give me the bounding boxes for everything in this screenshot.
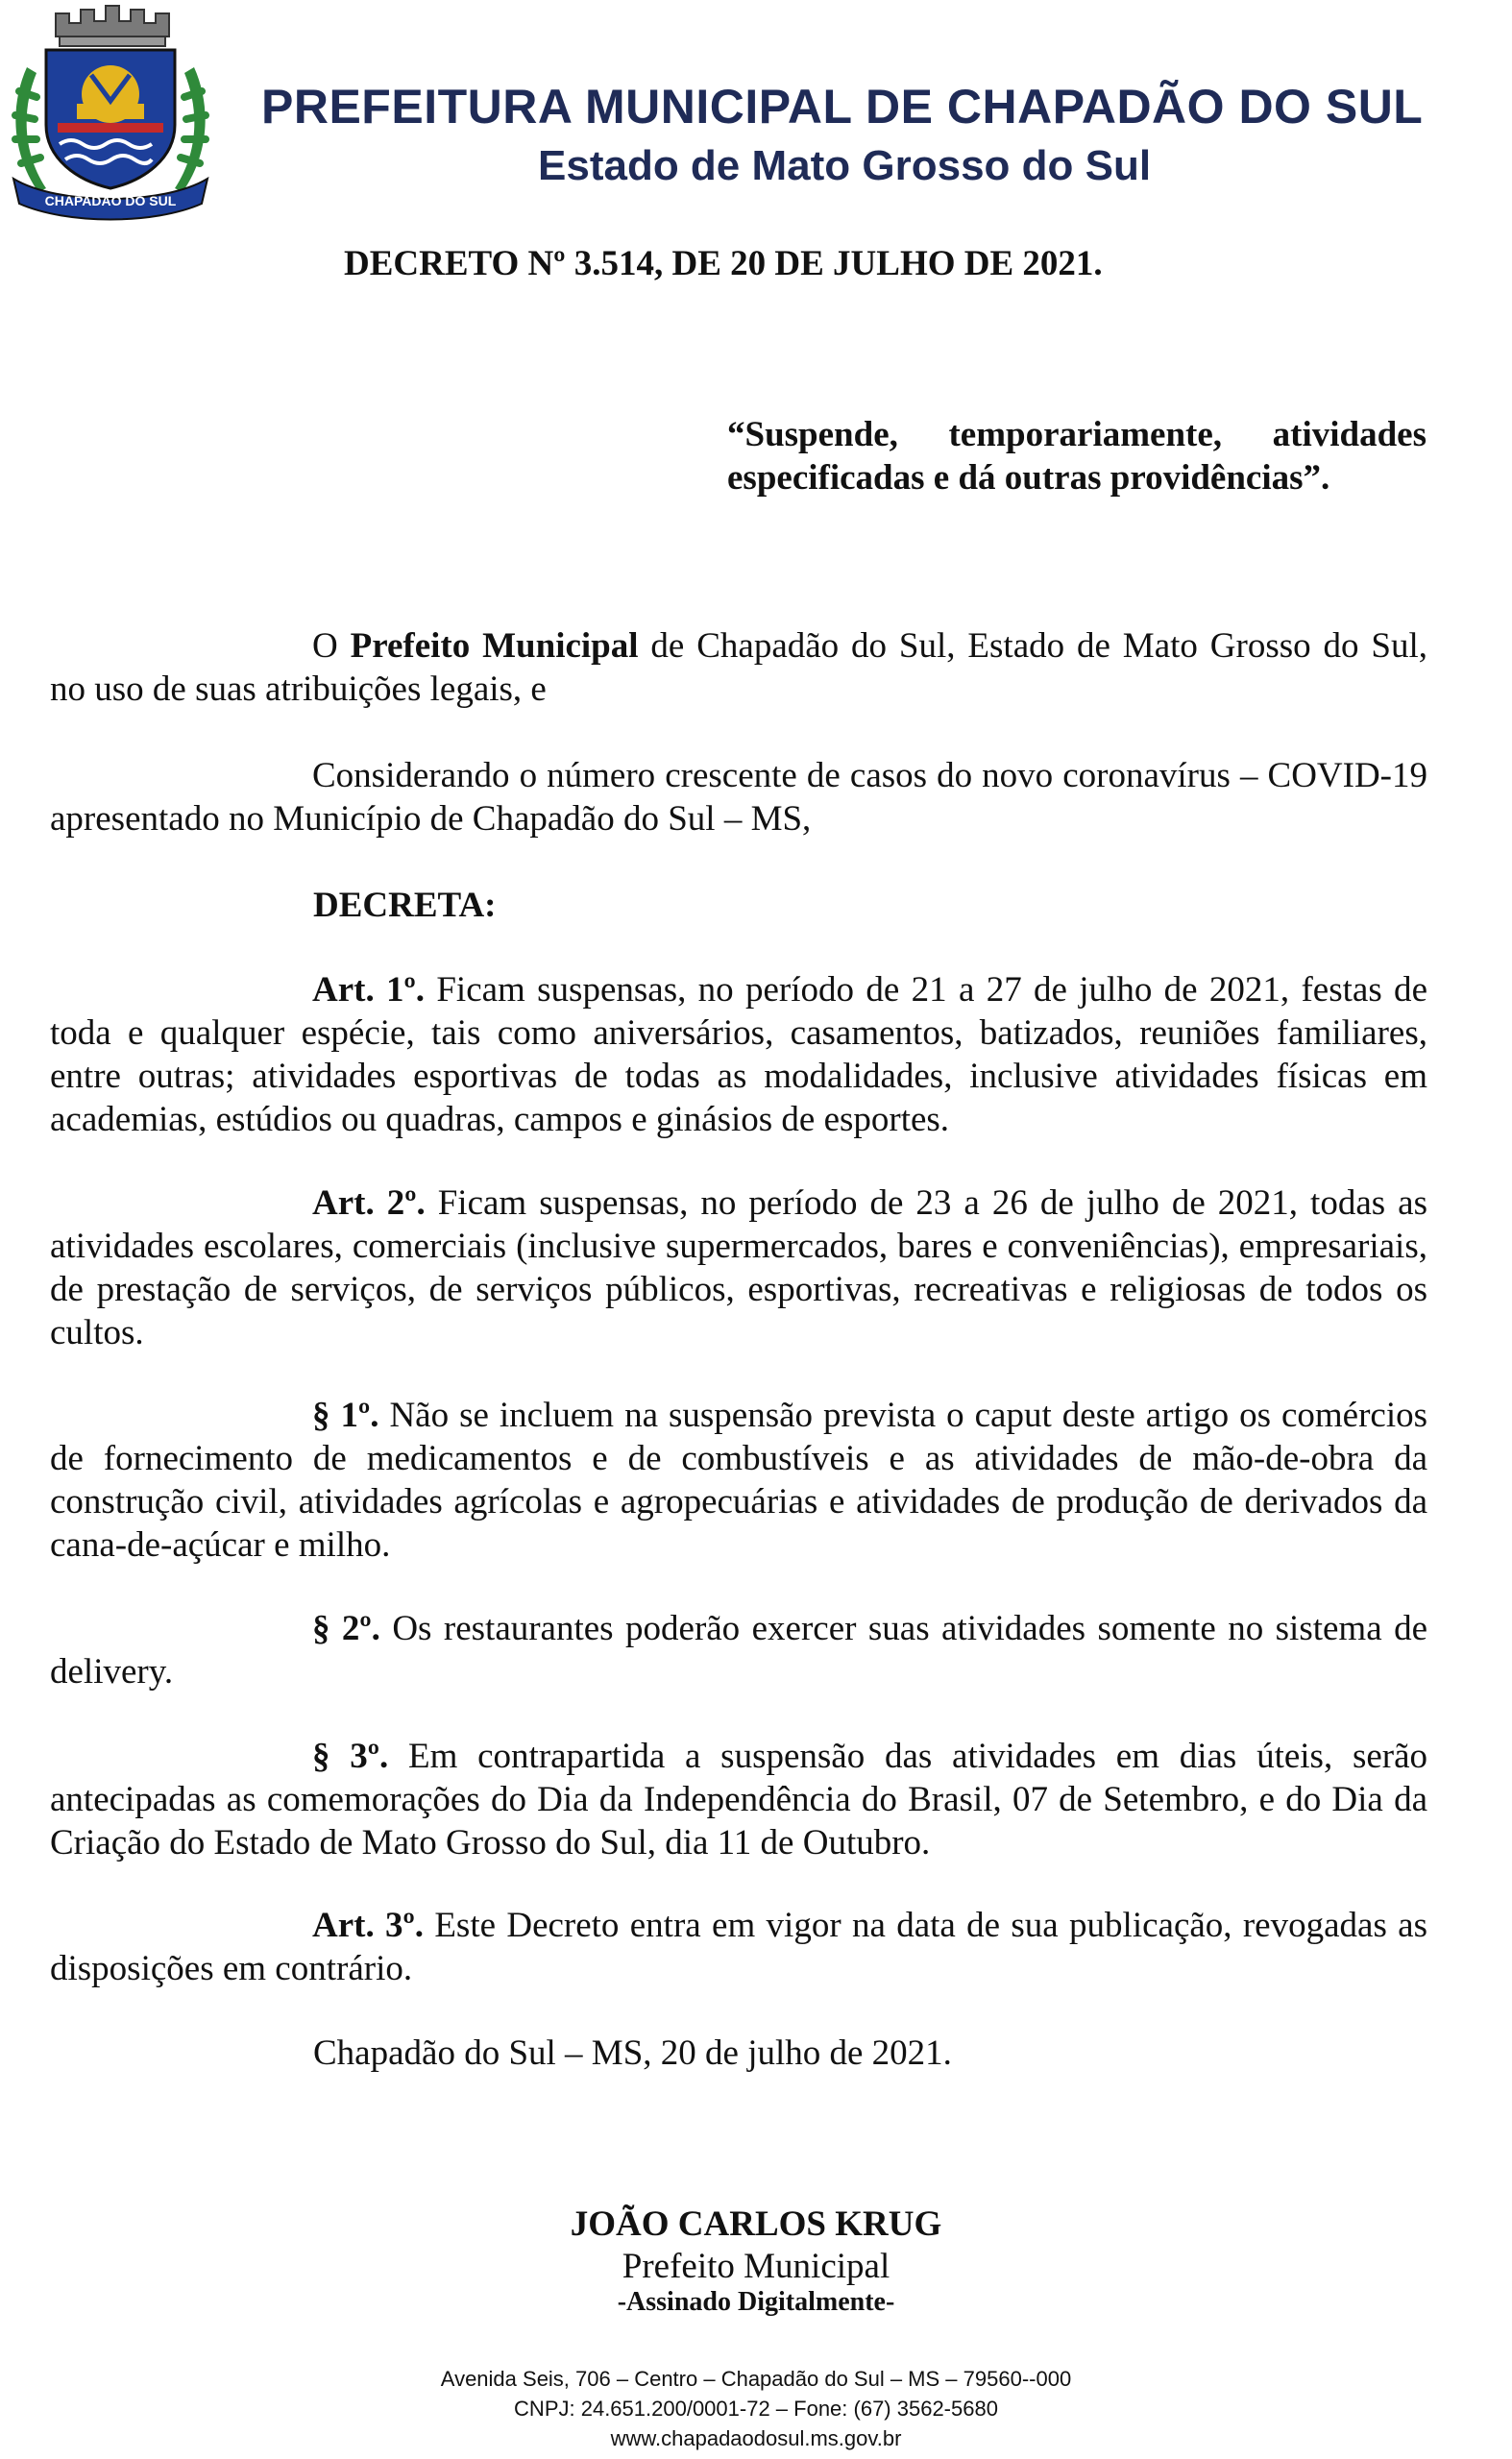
header-title: PREFEITURA MUNICIPAL DE CHAPADÃO DO SUL (261, 80, 1424, 134)
paragraph-1 (50, 1394, 1427, 1567)
preambulo-paragraph: O Prefeito Municipal de Chapadão do Sul, Estado de Mato Grosso do Sul, no uso de suas atribuições legais, e (50, 626, 1427, 709)
municipal-coat-of-arms-icon (0, 0, 221, 221)
ementa-line-1: “Suspende, temporariamente, atividades (727, 415, 1427, 454)
article-1-text: Ficam suspensas, no período de 21 a 27 de julho de 2021, festas de toda e qualquer espécie, tais como aniversários, casamentos, batizados, reuniões familiares, entre outras; atividades esportivas de todas as modalidades, inclusive atividades físicas em academias, estúdios ou quadras, campos e ginásios de esportes. (50, 970, 1427, 1139)
footer-contact: CNPJ: 24.651.200/0001-72 – Fone: (67) 3562-5680 (514, 2397, 998, 2421)
ementa-line-2: especificadas e dá outras providências”. (727, 458, 1330, 498)
paragraph-2-label: § 2º. (312, 1609, 380, 1648)
footer-address: Avenida Seis, 706 – Centro – Chapadão do Sul – MS – 79560--000 (440, 2367, 1072, 2391)
article-2 (50, 1181, 1427, 1354)
paragraph-3 (50, 1735, 1427, 1864)
signatory-name: JOÃO CARLOS KRUG (570, 2204, 942, 2244)
header-subtitle: Estado de Mato Grosso do Sul (538, 142, 1152, 189)
decree-ementa (727, 413, 1427, 499)
article-1 (50, 968, 1427, 1141)
footer-website[interactable]: www.chapadaodosul.ms.gov.br (610, 2426, 902, 2450)
digital-signature-note: -Assinado Digitalmente- (617, 2287, 895, 2317)
article-2-text: Ficam suspensas, no período de 23 a 26 de julho de 2021, todas as atividades escolares, comerciais (inclusive supermercados, bares e conveniências), empresariais, de prestação de serviços, de serviços públicos, esportivas, recreativas e religiosas de todos os cultos. (50, 1183, 1427, 1352)
article-3 (50, 1904, 1427, 1990)
article-2-label: Art. 2º. (312, 1183, 426, 1223)
article-3-label: Art. 3º. (312, 1906, 424, 1945)
paragraph-2 (50, 1607, 1427, 1693)
date-place: Chapadão do Sul – MS, 20 de julho de 2021. (313, 2033, 952, 2073)
decree-title: DECRETO Nº 3.514, DE 20 DE JULHO DE 2021. (344, 244, 1103, 283)
paragraph-1-label: § 1º. (312, 1396, 379, 1435)
crest-ribbon-text: CHAPADÃO DO SUL (44, 193, 177, 208)
paragraph-3-label: § 3º. (312, 1737, 389, 1776)
paragraph-1-text: Não se incluem na suspensão prevista o caput deste artigo os comércios de fornecimento de medicamentos e de combustíveis e as atividades de mão-de-obra da construção civil, atividades agrícolas e agropecuárias e atividades de produção de derivados da cana-de-açúcar e milho. (50, 1396, 1428, 1565)
article-3-text: Este Decreto entra em vigor na data de sua publicação, revogadas as disposições em contrário. (50, 1906, 1427, 1988)
decreta-heading: DECRETA: (313, 886, 497, 925)
paragraph-3-text: Em contrapartida a suspensão das atividades em dias úteis, serão antecipadas as comemorações do Dia da Independência do Brasil, 07 de Setembro, e do Dia da Criação do Estado de Mato Grosso do Sul, dia 11 de Outubro. (50, 1737, 1428, 1863)
article-1-label: Art. 1º. (312, 970, 426, 1010)
considerando-paragraph: Considerando o número crescente de casos do novo coronavírus – COVID-19 apresentado no Município de Chapadão do Sul – MS, (50, 756, 1427, 839)
paragraph-2-text: Os restaurantes poderão exercer suas atividades somente no sistema de delivery. (50, 1609, 1427, 1692)
signatory-role: Prefeito Municipal (622, 2247, 890, 2286)
prefeito-municipal-label: Prefeito Municipal (350, 626, 639, 666)
